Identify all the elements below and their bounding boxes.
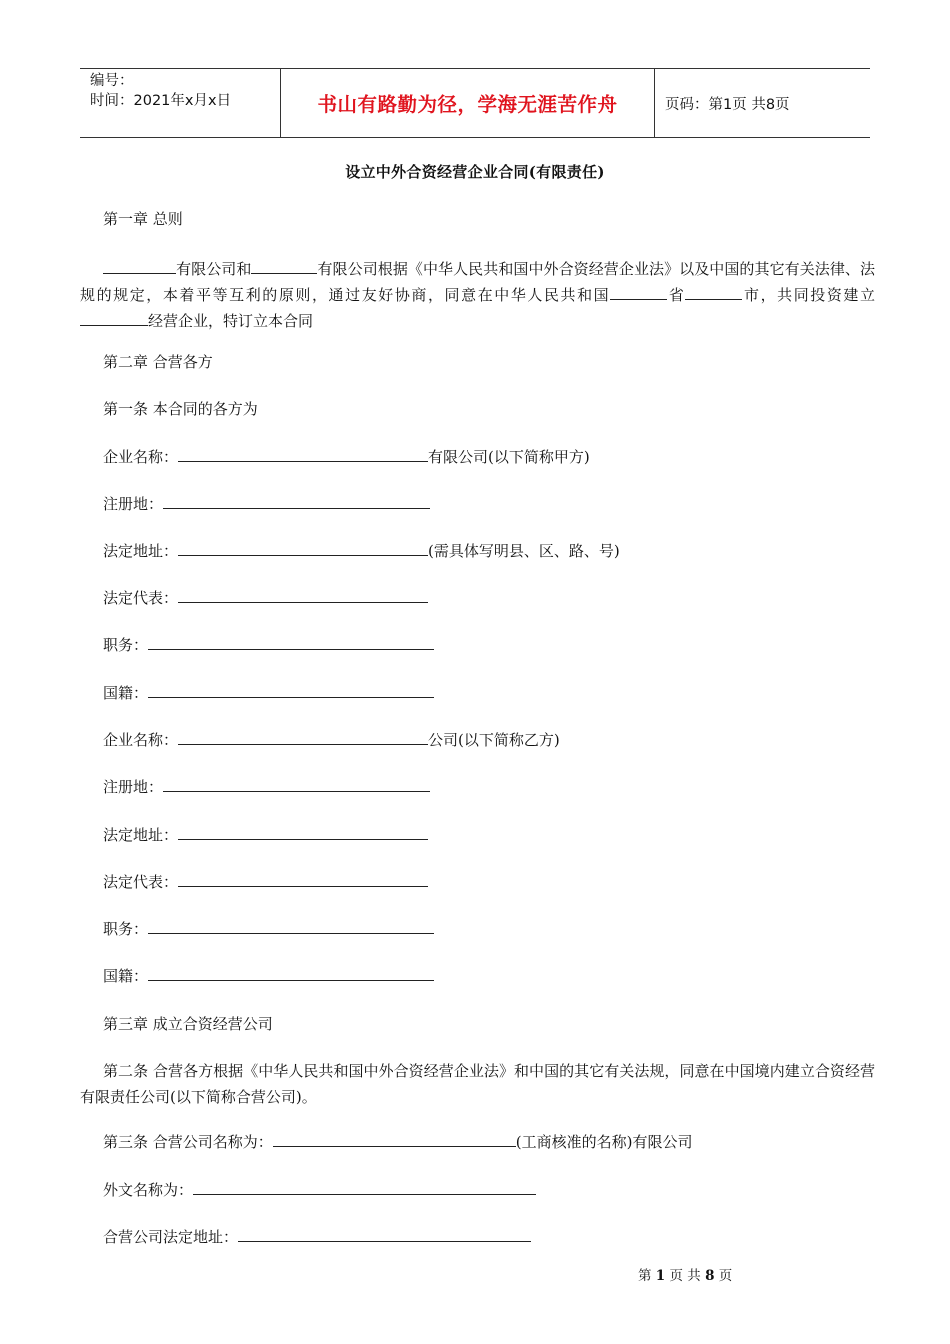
party-a-rep-field[interactable] [178, 587, 428, 603]
party-b-name-field[interactable] [178, 729, 428, 745]
document-time-label: 时间：2021年x月x日 [90, 93, 232, 109]
party-b-reg-row: 注册地： [103, 776, 430, 798]
party-b-nation-row: 国籍： [103, 965, 434, 987]
party-b-addr-field[interactable] [178, 824, 428, 840]
foreign-name-field[interactable] [193, 1179, 536, 1195]
party-b-title-field[interactable] [148, 918, 434, 934]
blank-field[interactable] [80, 310, 148, 326]
document-title: 设立中外合资经营企业合同(有限责任) [345, 163, 605, 181]
company-name-field[interactable] [273, 1131, 516, 1147]
party-a-rep-row: 法定代表： [103, 587, 428, 609]
header-meta [80, 69, 281, 137]
party-b-rep-row: 法定代表： [103, 871, 428, 893]
party-a-name-row: 企业名称： 有限公司(以下简称甲方) [103, 448, 590, 466]
party-a-addr-row: 法定地址： (需具体写明县、区、路、号) [103, 542, 620, 560]
intro-paragraph: 有限公司和 有限公司根据《中华人民共和国中外合资经营企业法》以及中国的其它有关法律、法规的规定，本着平等互利的原则，通过友好协商，同意在中华人民共和国 省 市，共同投资建立经营企业，特订立本合同 [80, 260, 875, 330]
party-a-reg-row: 注册地： [103, 493, 430, 515]
chapter-1-heading: 第一章 总则 [103, 210, 183, 228]
party-b-rep-field[interactable] [178, 871, 428, 887]
party-a-addr-field[interactable] [178, 540, 428, 556]
article-2: 第二条 合营各方根据《中华人民共和国中外合资经营企业法》和中国的其它有关法规，同意在中国境内建立合资经营有限责任公司(以下简称合营公司)。 [80, 1062, 875, 1106]
party-b-addr-row: 法定地址： [103, 824, 428, 846]
foreign-name-row: 外文名称为： [103, 1179, 536, 1201]
party-a-title-row: 职务： [103, 634, 434, 656]
footer-current-page: 1 [655, 1268, 666, 1284]
blank-field[interactable] [251, 258, 317, 274]
chapter-3-heading: 第三章 成立合资经营公司 [103, 1015, 273, 1033]
page-footer: 第 1 页 共 8 页 [638, 1268, 733, 1284]
footer-total-pages: 8 [705, 1268, 715, 1284]
document-number-label: 编号： [90, 73, 134, 89]
party-a-nation-row: 国籍： [103, 682, 434, 704]
party-a-reg-field[interactable] [163, 493, 430, 509]
page-header [80, 68, 870, 138]
article-3-name-row: 第三条 合营公司名称为： (工商核准的名称)有限公司 [103, 1133, 693, 1151]
blank-field[interactable] [103, 258, 176, 274]
party-b-nation-field[interactable] [148, 965, 434, 981]
party-b-reg-field[interactable] [163, 776, 430, 792]
party-b-name-row: 企业名称： 公司(以下简称乙方) [103, 731, 560, 749]
article-1: 第一条 本合同的各方为 [103, 400, 258, 418]
party-b-title-row: 职务： [103, 918, 434, 940]
party-a-name-field[interactable] [178, 446, 428, 462]
blank-field[interactable] [610, 284, 667, 300]
blank-field[interactable] [685, 284, 742, 300]
legal-address-field[interactable] [238, 1226, 531, 1242]
chapter-2-heading: 第二章 合营各方 [103, 353, 213, 371]
legal-address-row: 合营公司法定地址： [103, 1226, 531, 1248]
party-a-title-field[interactable] [148, 634, 434, 650]
header-motto: 书山有路勤为径，学海无涯苦作舟 [281, 69, 655, 137]
header-page-number: 页码：第1页 共8页 [665, 96, 790, 113]
party-a-nation-field[interactable] [148, 682, 434, 698]
